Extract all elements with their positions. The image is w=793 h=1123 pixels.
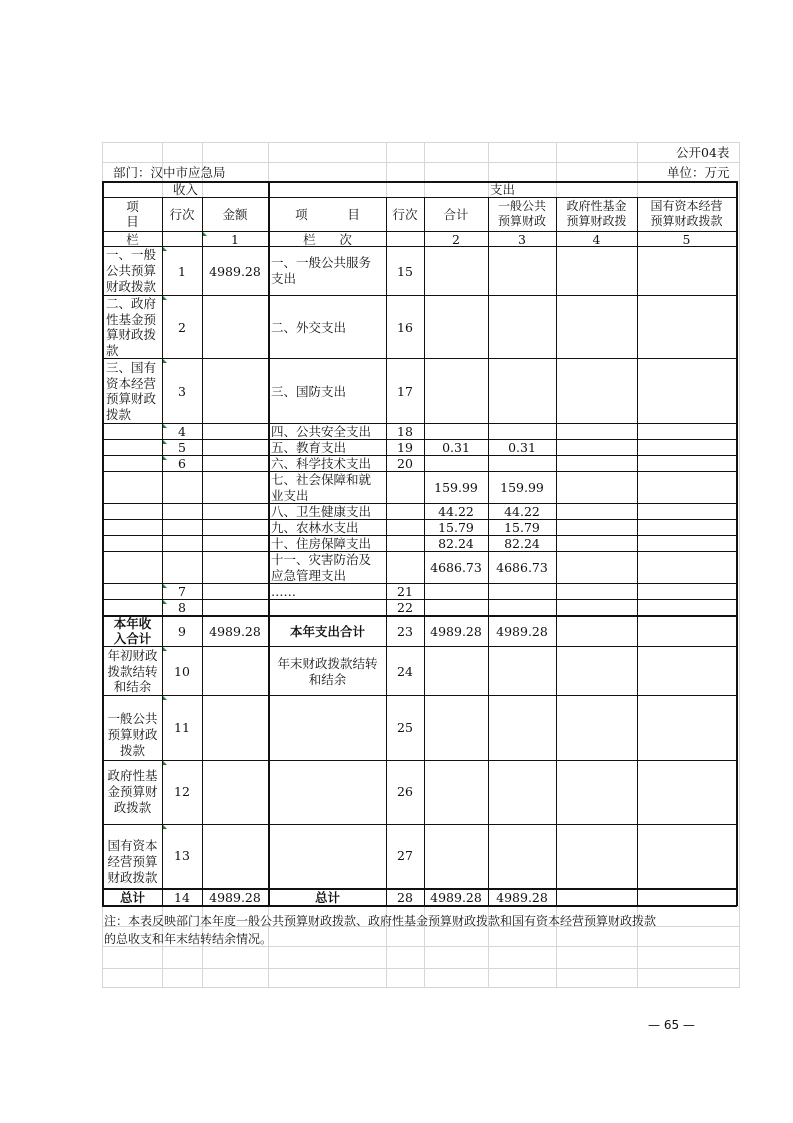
- income-row-6-line: 6: [178, 456, 186, 471]
- expense-total-line: 23: [397, 624, 413, 639]
- expense-row-12-name: ……: [271, 584, 296, 599]
- income-total-amount: 4989.28: [209, 624, 261, 639]
- expense-row-3-line: 17: [397, 384, 413, 399]
- lower-row-1-name: 年初财政 拨款结转 和结余: [107, 648, 158, 694]
- grand-total-general: 4989.28: [496, 890, 548, 905]
- total-header: 合计: [443, 207, 469, 222]
- expense-row-4-line: 18: [397, 424, 413, 439]
- grand-total-label: 总计: [119, 890, 145, 905]
- lower-row-1-exp-name: 年末财政拨款结转 和结余: [277, 656, 378, 687]
- income-row-1-amount: 4989.28: [209, 264, 261, 279]
- income-row-5-line: 5: [178, 440, 186, 455]
- lower-row-2-line: 11: [174, 720, 190, 735]
- line-header: 行次: [169, 207, 195, 222]
- expense-row-10-name: 十、住房保障支出: [271, 536, 372, 551]
- income-row-2-line: 2: [178, 320, 186, 335]
- fund-header-a: 政府性基金: [566, 199, 627, 213]
- expense-total-total: 4989.28: [430, 624, 482, 639]
- grand-total-total: 4989.28: [430, 890, 482, 905]
- col-index-label: 栏: [126, 232, 139, 247]
- expense-row-7-name: 七、社会保障和就 业支出: [271, 472, 372, 503]
- cell-marker: [163, 825, 167, 829]
- lower-row-3-line: 12: [174, 784, 190, 799]
- expense-row-13-line: 22: [397, 600, 413, 615]
- fund-header-b: 预算财政拨: [566, 214, 627, 228]
- expense-row-6-line: 20: [397, 456, 413, 471]
- cell-marker: [163, 696, 167, 700]
- income-row-1-line: 1: [178, 264, 186, 279]
- expense-row-5-name: 五、教育支出: [271, 440, 347, 455]
- cell-marker: [163, 247, 167, 251]
- income-header: 收入: [172, 182, 198, 197]
- item-header-b: 目: [126, 214, 139, 229]
- lower-row-2-line2: 25: [397, 720, 413, 735]
- expense-row-8-general: 44.22: [504, 504, 540, 519]
- expense-row-9-general: 15.79: [504, 520, 540, 535]
- amount-header: 金额: [222, 207, 248, 222]
- grand-total-amount: 4989.28: [209, 890, 261, 905]
- expense-total-general: 4989.28: [496, 624, 548, 639]
- item-header-a: 项: [126, 199, 139, 214]
- col-index-1: 1: [231, 232, 239, 247]
- expense-row-11-total: 4686.73: [430, 560, 482, 575]
- grand-total-line: 14: [174, 890, 190, 905]
- expense-row-8-total: 44.22: [438, 504, 474, 519]
- income-total-label: 本年收 入合计: [113, 616, 152, 646]
- expense-row-5-line: 19: [397, 440, 413, 455]
- general-header-b: 预算财政: [497, 214, 546, 228]
- note-line-1: 注：本表反映部门本年度一般公共预算财政拨款、政府性基金预算财政拨款和国有资本经营预算财政拨款: [104, 914, 657, 928]
- expense-row-7-general: 159.99: [500, 480, 544, 495]
- grand-total-line-2: 28: [397, 890, 413, 905]
- income-row-1-name: 一、一般 公共预算 财政拨款: [106, 247, 157, 294]
- cell-marker: [163, 761, 167, 765]
- state-header-a: 国有资本经营: [650, 199, 723, 213]
- expense-total-label: 本年支出合计: [289, 624, 365, 639]
- unit-label: 单位：万元: [667, 165, 730, 180]
- note-line-2: 的总收支和年末结转结余情况。: [104, 932, 273, 946]
- expense-row-9-name: 九、农林水支出: [271, 520, 359, 535]
- income-row-7-line: 7: [178, 584, 186, 599]
- department-label: 部门：汉中市应急局: [113, 165, 226, 180]
- col-index-4: 4: [592, 232, 601, 247]
- lower-row-4-name: 国有资本 经营预算 财政拨款: [107, 838, 158, 885]
- expense-row-10-general: 82.24: [504, 536, 540, 551]
- lower-row-1-line: 10: [174, 664, 190, 679]
- expense-row-11-general: 4686.73: [496, 560, 548, 575]
- income-row-2-name: 二、政府 性基金预 算财政拨 款: [106, 296, 157, 358]
- lower-row-1-line2: 24: [397, 664, 413, 679]
- expense-row-3-name: 三、国防支出: [271, 384, 347, 399]
- expense-row-2-line: 16: [397, 320, 413, 335]
- lower-row-4-line: 13: [174, 848, 190, 863]
- expense-row-11-name: 十一、灾害防治及 应急管理支出: [271, 552, 372, 583]
- lower-row-2-name: 一般公共 预算财政 拨款: [107, 711, 158, 758]
- income-total-line: 9: [178, 624, 186, 639]
- cell-marker: [163, 359, 167, 363]
- state-header-b: 预算财政拨款: [650, 214, 723, 228]
- expense-row-9-total: 15.79: [438, 520, 474, 535]
- expense-row-10-total: 82.24: [438, 536, 474, 551]
- income-row-3-name: 三、国有 资本经营 预算财政 拨款: [106, 360, 157, 422]
- income-row-3-line: 3: [178, 384, 186, 399]
- cell-marker: [163, 296, 167, 300]
- form-code: 公开04表: [676, 145, 730, 160]
- expense-row-7-total: 159.99: [434, 480, 478, 495]
- income-row-4-line: 4: [178, 424, 186, 439]
- cell-marker: [163, 647, 167, 651]
- lower-row-4-line2: 27: [397, 848, 413, 863]
- col-index-2: 2: [452, 232, 460, 247]
- grand-total-label-2: 总计: [314, 890, 340, 905]
- income-row-8-line: 8: [178, 600, 186, 615]
- expense-row-2-name: 二、外交支出: [271, 320, 347, 335]
- expense-row-6-name: 六、科学技术支出: [271, 456, 372, 471]
- page-number: — 65 —: [648, 1018, 695, 1032]
- line2-header: 行次: [392, 207, 418, 222]
- lower-row-3-line2: 26: [397, 784, 413, 799]
- expense-row-12-line: 21: [397, 584, 413, 599]
- expense-row-4-name: 四、公共安全支出: [271, 424, 372, 439]
- col-index-3: 3: [518, 232, 526, 247]
- expense-row-5-total: 0.31: [442, 440, 470, 455]
- general-header-a: 一般公共: [497, 199, 546, 213]
- expense-row-1-name: 一、一般公共服务 支出: [271, 255, 372, 286]
- expense-header: 支出: [489, 182, 515, 197]
- item2-header: 项 目: [295, 207, 360, 222]
- col-index-label-2: 栏 次: [303, 232, 352, 247]
- col-index-5: 5: [682, 232, 691, 247]
- lower-row-3-name: 政府性基 金预算财 政拨款: [107, 768, 158, 815]
- expense-row-5-general: 0.31: [508, 440, 536, 455]
- expense-row-1-line: 15: [397, 264, 413, 279]
- expense-row-8-name: 八、卫生健康支出: [271, 504, 372, 519]
